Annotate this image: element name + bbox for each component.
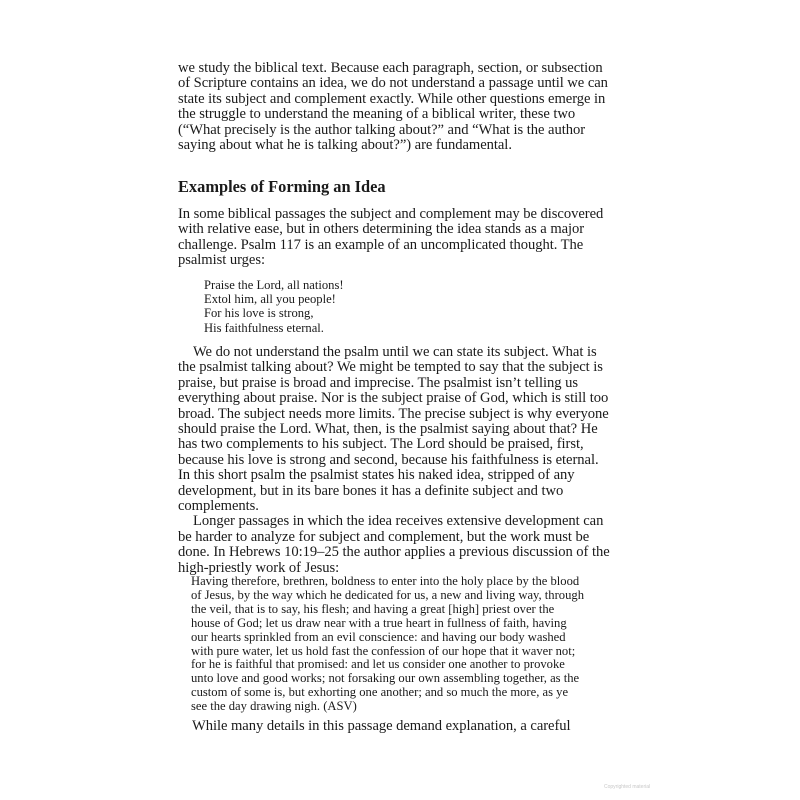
text-line: high-priestly work of Jesus: <box>178 559 340 576</box>
psalm-quote <box>204 278 344 335</box>
text-line: of Scripture contains an idea, we do not understand a passage until we can <box>178 75 608 92</box>
quote-line: For his love is strong, <box>204 306 314 321</box>
quote-line: see the day drawing nigh. (ASV) <box>191 699 357 714</box>
text-line: the struggle to understand the meaning of a biblical writer, these two <box>178 106 576 123</box>
text-line: Longer passages in which the idea receives extensive development can <box>193 513 604 530</box>
text-line: because his love is strong and second, because his faithfulness is eternal. <box>178 451 599 468</box>
text-line: We do not understand the psalm until we can state its subject. What is <box>193 344 597 360</box>
quote-line: Having therefore, brethren, boldness to enter into the holy place by the blood <box>191 574 580 588</box>
section-intro-paragraph <box>178 207 628 269</box>
section-heading: Examples of Forming an Idea <box>178 177 386 196</box>
text-line: (“What precisely is the author talking about?” and “What is the author <box>178 121 585 138</box>
text-line: saying about what he is talking about?”) are fundamental. <box>178 137 512 154</box>
text-line: we study the biblical text. Because each paragraph, section, or subsection <box>178 60 603 76</box>
hebrews-quote <box>191 575 621 714</box>
quote-line: the veil, that is to say, his flesh; and having a great [high] priest over the <box>191 601 555 616</box>
text-line: psalmist urges: <box>178 252 265 269</box>
quote-line: house of God; let us draw near with a true heart in fullness of faith, having <box>191 615 567 630</box>
text-line: praise, but praise is broad and imprecise. The psalmist isn’t telling us <box>178 374 578 391</box>
text-line: challenge. Psalm 117 is an example of an uncomplicated thought. The <box>178 236 584 253</box>
text-line: everything about praise. Nor is the subject praise of God, which is still too <box>178 390 609 407</box>
text-line: broad. The subject needs more limits. The precise subject is why everyone <box>178 405 609 422</box>
text-line: has two complements to his subject. The Lord should be praised, first, <box>178 436 584 453</box>
text-line: In this short psalm the psalmist states his naked idea, stripped of any <box>178 467 575 484</box>
text-line: state its subject and complement exactly. While other questions emerge in <box>178 90 606 107</box>
quote-line: our hearts sprinkled from an evil conscience: and having our body washed <box>191 629 566 644</box>
text-line: development, but in its bare bones it has a definite subject and two <box>178 482 564 499</box>
quote-line: His faithfulness eternal. <box>204 320 324 335</box>
text-line: In some biblical passages the subject and complement may be discovered <box>178 206 604 222</box>
quote-line: with pure water, let us hold fast the confession of our hope that it waver not; <box>191 643 576 658</box>
quote-line: unto love and good works; not forsaking our own assembling together, as the <box>191 671 580 686</box>
text-line: the psalmist talking about? We might be tempted to say that the subject is <box>178 359 603 376</box>
closing-paragraph <box>192 719 622 734</box>
psalm-discussion <box>178 345 628 576</box>
copyright-watermark: Copyrighted material <box>604 784 651 790</box>
text-line: with relative ease, but in others determining the idea stands as a major <box>178 221 585 238</box>
quote-line: Praise the Lord, all nations! <box>204 278 344 292</box>
quote-line: Extol him, all you people! <box>204 292 336 307</box>
text-line: complements. <box>178 498 259 515</box>
text-line: be harder to analyze for subject and complement, but the work must be <box>178 528 590 545</box>
hebrews-intro-paragraph <box>178 514 628 576</box>
text-line: done. In Hebrews 10:19–25 the author applies a previous discussion of the <box>178 544 610 561</box>
quote-line: of Jesus, by the way which he dedicated for us, a new and living way, through <box>191 587 584 602</box>
quote-line: custom of some is, but exhorting one another; and so much the more, as ye <box>191 685 569 700</box>
intro-paragraph <box>178 61 628 153</box>
text-line: While many details in this passage demand explanation, a careful <box>192 718 571 734</box>
text-line: should praise the Lord. What, then, is the psalmist saying about that? He <box>178 421 598 438</box>
quote-line: for he is faithful that promised: and let us consider one another to provoke <box>191 657 565 672</box>
